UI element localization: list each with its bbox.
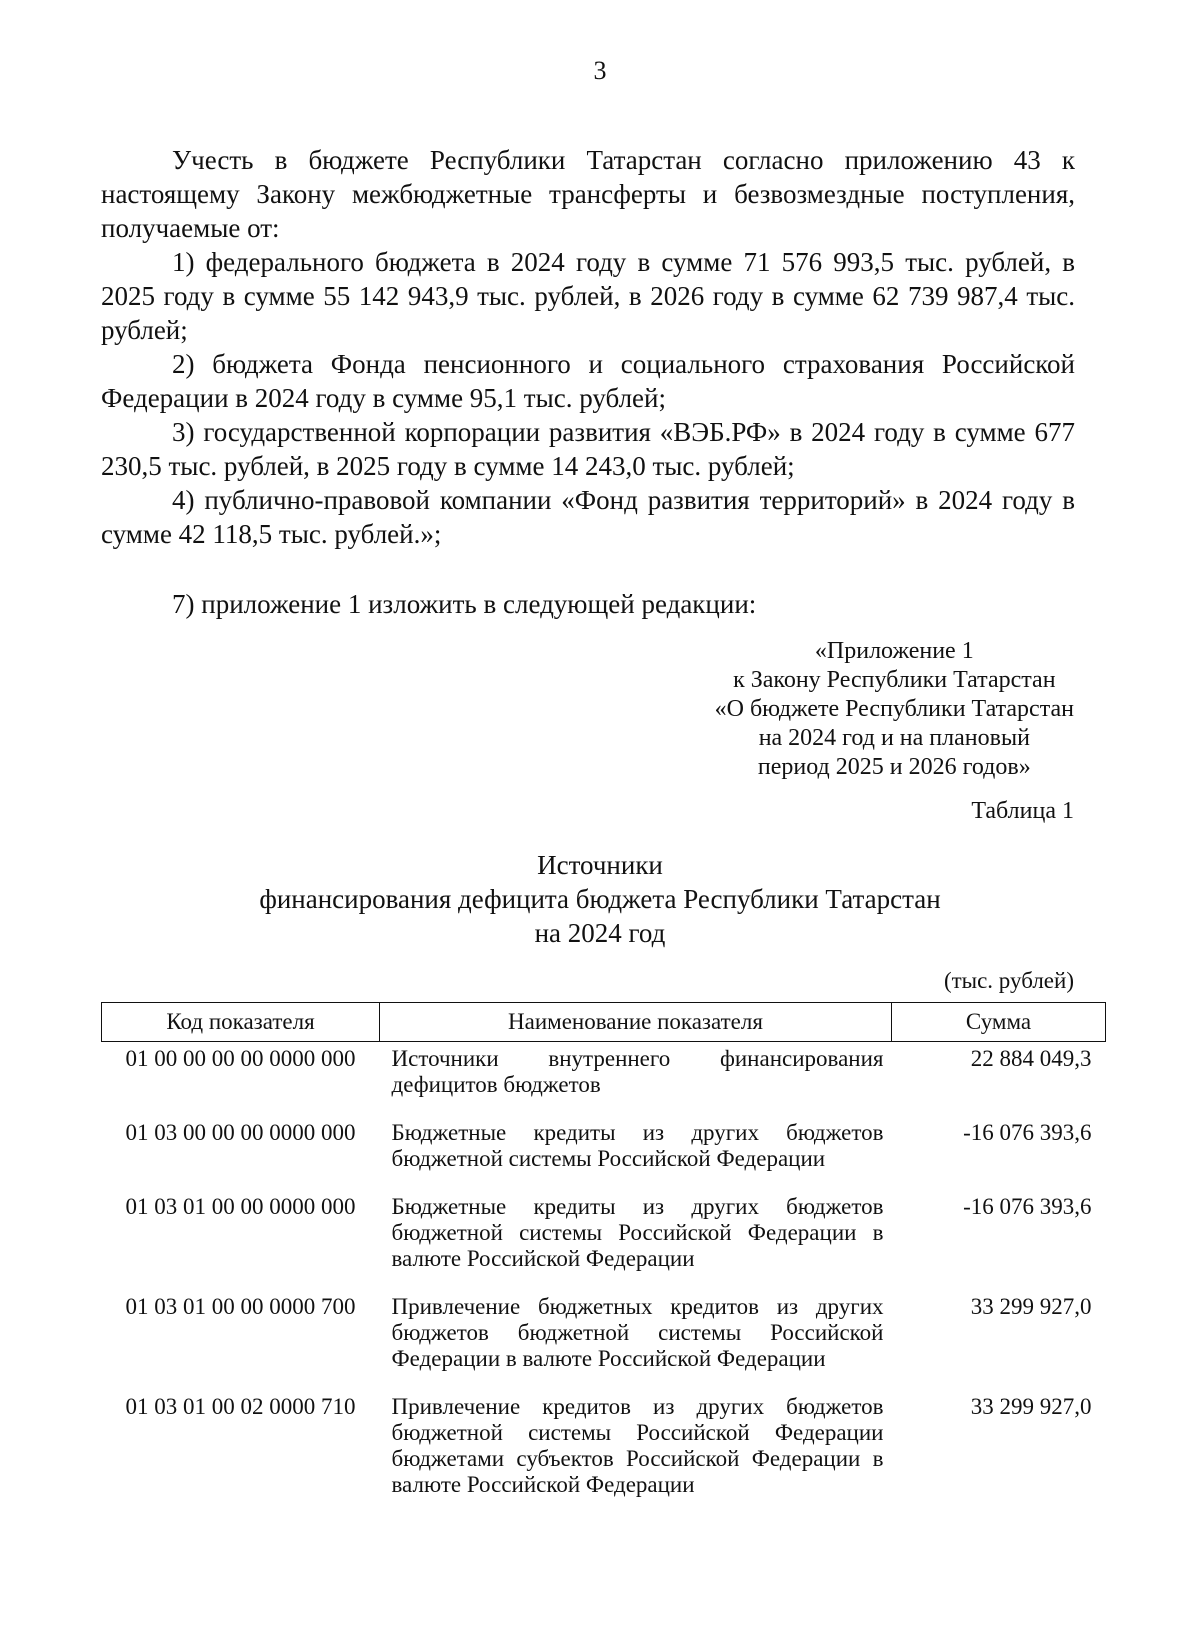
appendix-line: «Приложение 1	[814, 638, 974, 664]
row-name: Бюджетные кредиты из других бюджетов бюджетной системы Российской Федерации в валюте Российской Федерации	[391, 1194, 884, 1271]
page-number: 3	[593, 56, 607, 85]
title-line: Источники	[537, 850, 663, 880]
appendix-line: к Закону Республики Татарстан	[733, 667, 1056, 693]
body-text	[101, 143, 1075, 621]
row-amount: 33 299 927,0	[970, 1394, 1092, 1419]
appendix-line: период 2025 и 2026 годов»	[757, 754, 1031, 780]
row-code: 01 03 01 00 02 0000 710	[125, 1394, 356, 1419]
row-name: Бюджетные кредиты из других бюджетов бюджетной системы Российской Федерации	[391, 1120, 884, 1171]
appendix-header	[715, 637, 1074, 782]
document-title	[0, 848, 1200, 950]
table-row	[102, 1190, 1106, 1290]
units-label: (тыс. рублей)	[943, 968, 1074, 993]
paragraph: 1) федерального бюджета в 2024 году в сумме 71 576 993,5 тыс. рублей, в 2025 году в сумме 55 142 943,9 тыс. рублей, в 2026 году в сумме 62 739 987,4 тыс. рублей;	[101, 247, 1075, 345]
table-row	[102, 1290, 1106, 1390]
header-amount: Сумма	[892, 1003, 1106, 1042]
title-line: финансирования дефицита бюджета Республики Татарстан	[259, 884, 941, 914]
table-label: Таблица 1	[971, 798, 1074, 824]
appendix-line: на 2024 год и на плановый	[758, 725, 1030, 751]
table-header-row	[102, 1003, 1106, 1042]
row-name: Источники внутреннего финансирования дефицитов бюджетов	[391, 1046, 884, 1097]
appendix-line: «О бюджете Республики Татарстан	[714, 696, 1074, 722]
row-name: Привлечение кредитов из других бюджетов бюджетной системы Российской Федерации бюджетами субъектов Российской Федерации в валюте Российской Федерации	[391, 1394, 884, 1497]
table-row	[102, 1390, 1106, 1516]
paragraph: Учесть в бюджете Республики Татарстан согласно приложению 43 к настоящему Закону межбюджетные трансферты и безвозмездные поступления, получаемые от:	[101, 145, 1075, 243]
row-code: 01 03 01 00 00 0000 000	[125, 1194, 356, 1219]
row-code: 01 03 01 00 00 0000 700	[125, 1294, 356, 1319]
header-code: Код показателя	[102, 1003, 380, 1042]
row-amount: 33 299 927,0	[970, 1294, 1092, 1319]
table-row	[102, 1116, 1106, 1190]
row-amount: -16 076 393,6	[963, 1194, 1092, 1219]
header-name: Наименование показателя	[380, 1003, 892, 1042]
financing-sources-table	[101, 1002, 1106, 1516]
paragraph: 2) бюджета Фонда пенсионного и социального страхования Российской Федерации в 2024 году в сумме 95,1 тыс. рублей;	[101, 349, 1075, 413]
row-name: Привлечение бюджетных кредитов из других бюджетов бюджетной системы Российской Федерации в валюте Российской Федерации	[391, 1294, 884, 1371]
paragraph-gap	[101, 551, 1075, 587]
paragraph: 4) публично-правовой компании «Фонд развития территорий» в 2024 году в сумме 42 118,5 тыс. рублей.»;	[101, 485, 1075, 549]
paragraph: 3) государственной корпорации развития «ВЭБ.РФ» в 2024 году в сумме 677 230,5 тыс. рублей, в 2025 году в сумме 14 243,0 тыс. рублей;	[101, 417, 1075, 481]
row-amount: -16 076 393,6	[963, 1120, 1092, 1145]
title-line: на 2024 год	[534, 918, 666, 948]
item-7-paragraph: 7) приложение 1 изложить в следующей редакции:	[172, 589, 757, 619]
row-code: 01 03 00 00 00 0000 000	[125, 1120, 356, 1145]
row-code: 01 00 00 00 00 0000 000	[125, 1046, 356, 1071]
table-row	[102, 1042, 1106, 1117]
row-amount: 22 884 049,3	[970, 1046, 1092, 1071]
